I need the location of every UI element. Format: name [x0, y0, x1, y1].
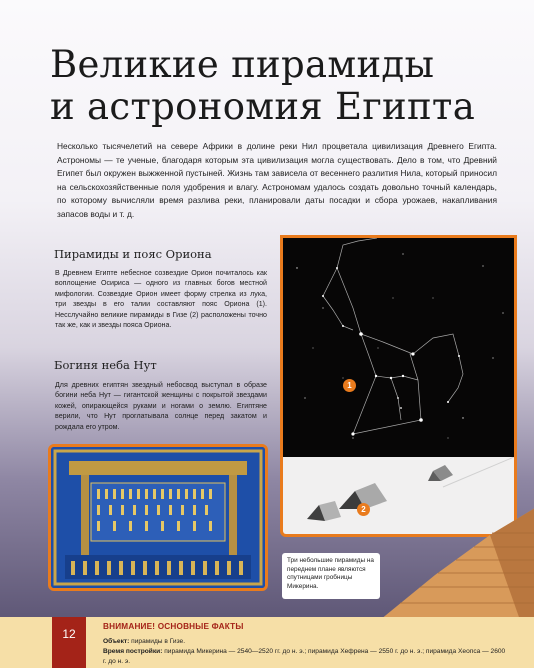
title-line-2: и астрономия Египта	[50, 85, 476, 128]
pyramids-caption: Три небольшие пирамиды на переднем плане являются спутницами гробницы Микерина.	[282, 553, 380, 599]
facts-time-value: пирамида Микерина — 2540—2520 гг. до н. э.; пирамида Хефрена — 2550 г. до н. э.; пирамида Хеопса — 2600 г. до н. э.	[103, 648, 506, 665]
facts-object-line	[103, 637, 508, 647]
facts-object-value: пирамиды в Гизе.	[129, 638, 186, 645]
orion-sky-image	[280, 235, 517, 457]
nut-papyrus-drawing	[51, 447, 265, 588]
marker-2-pyramids: 2	[357, 503, 370, 516]
facts-time-label: Время постройки:	[103, 648, 163, 655]
section-heading-orion: Пирамиды и пояс Ориона	[54, 247, 212, 261]
section-heading-nut: Богиня неба Нут	[54, 358, 157, 372]
intro-paragraph: Несколько тысячелетий на севере Африки в долине реки Нил процветала цивилизация Древнего Египта. Астрономы — те ученые, благодаря которым эта цивилизация могла существовать. Дело в том, что Древний Египет был окружен выжженной пустыней. Жизнь там зависела от весеннего разлития Нила, который приносил на сельскохозяйственные поля удобрения и влагу. Астрономам удалось создать довольно точный календарь, по которому вычисляли время разлива реки, планировали даты посадки и сбора урожаев, накапливания запасов воды и т. д.	[57, 141, 497, 219]
page-number: 12	[52, 617, 86, 668]
orion-constellation-drawing	[283, 238, 514, 457]
marker-1-belt: 1	[343, 379, 356, 392]
page-title	[50, 44, 510, 128]
section-text-orion: В Древнем Египте небесное созвездие Орион почиталось как воплощение Осириса — одного из главных богов местной мифологии. Созвездие Орион имеет форму стрелка из лука, три звезды в его талии составляют пояс Ориона (1). Несслучайно великие пирамиды в Гизе (2) расположены точно так же, как и звезды пояса Ориона.	[55, 269, 267, 330]
title-line-1: Великие пирамиды	[50, 43, 435, 86]
facts-time-line	[103, 647, 508, 667]
pyramid-stone-decoration	[380, 505, 534, 620]
facts-object-label: Объект:	[103, 638, 130, 645]
nut-goddess-image	[48, 444, 268, 591]
section-text-nut: Для древних египтян звездный небосвод выступал в образе богини неба Нут — гигантской женщины с покрытой звездами кожей, опирающейся руками и ногами о землю. Египтяне верили, что Нут проглатывала солнце перед закатом и рождала его утром.	[55, 381, 267, 431]
facts-heading: ВНИМАНИЕ! ОСНОВНЫЕ ФАКТЫ	[103, 622, 244, 631]
